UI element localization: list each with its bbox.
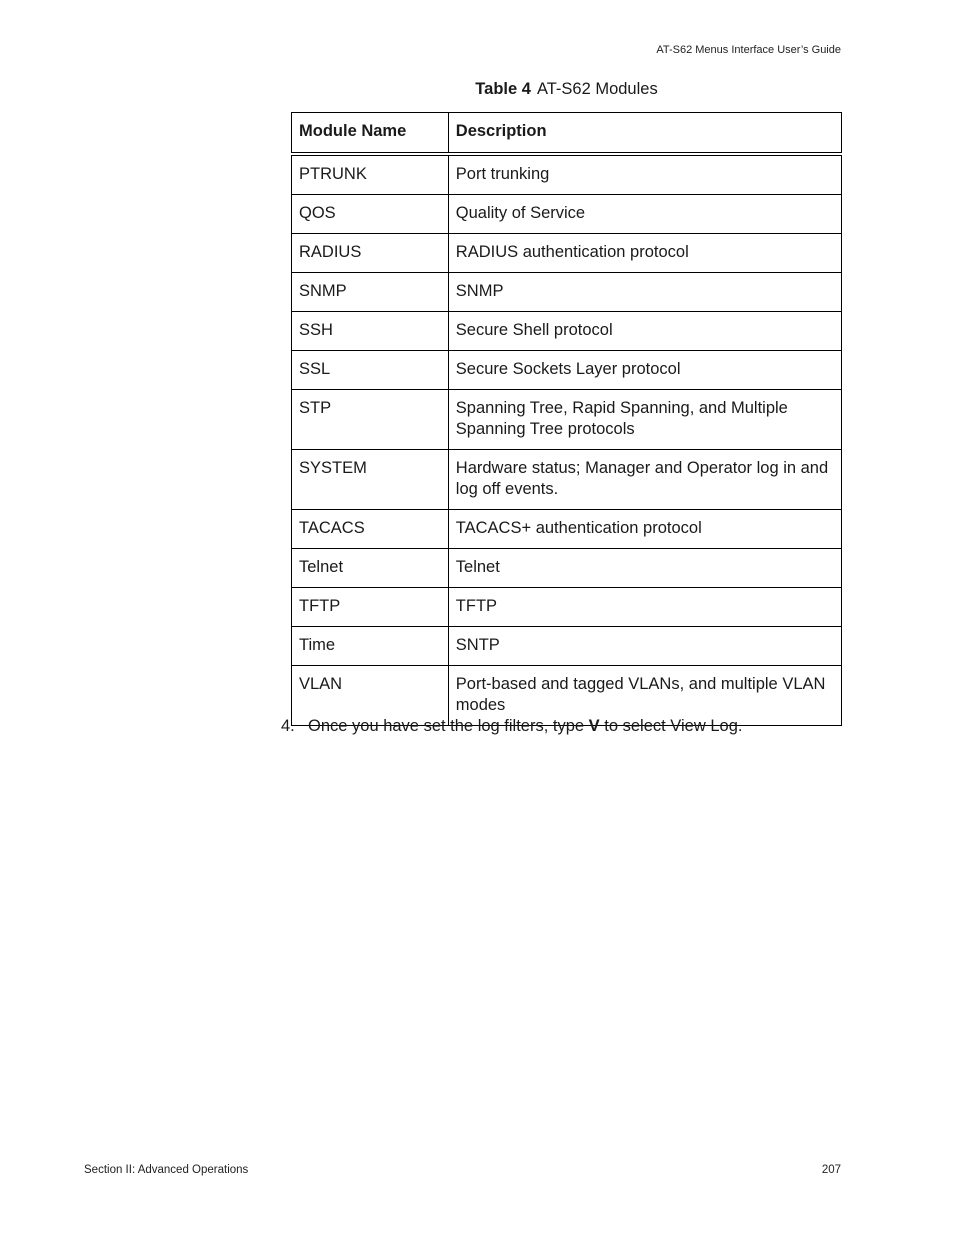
module-name-cell: SNMP (292, 273, 449, 312)
column-header-module-name: Module Name (292, 113, 449, 155)
module-name-cell: Telnet (292, 549, 449, 588)
module-name-cell: STP (292, 390, 449, 450)
description-cell: Quality of Service (448, 195, 841, 234)
table-row (292, 390, 842, 450)
module-name-cell: SSL (292, 351, 449, 390)
description-cell: SNTP (448, 627, 841, 666)
description-cell: Port-based and tagged VLANs, and multiple VLAN modes (448, 666, 841, 726)
table-row (292, 588, 842, 627)
footer-section: Section II: Advanced Operations (84, 1164, 249, 1176)
table-row (292, 627, 842, 666)
module-name-cell: QOS (292, 195, 449, 234)
table-header-row (292, 113, 842, 155)
module-name-cell: RADIUS (292, 234, 449, 273)
table-caption-label: Table 4 (475, 80, 531, 98)
column-header-description: Description (448, 113, 841, 155)
step-number: 4. (281, 717, 295, 735)
step-key: V (588, 717, 600, 735)
module-name-cell: SYSTEM (292, 450, 449, 510)
description-cell: Secure Shell protocol (448, 312, 841, 351)
module-name-cell: TACACS (292, 510, 449, 549)
step-text-before: Once you have set the log filters, type (308, 717, 589, 735)
module-name-cell: SSH (292, 312, 449, 351)
step-text-after: to select View Log. (599, 717, 743, 735)
description-cell: RADIUS authentication protocol (448, 234, 841, 273)
description-cell: Secure Sockets Layer protocol (448, 351, 841, 390)
table-row (292, 195, 842, 234)
table-row (292, 312, 842, 351)
module-name-cell: VLAN (292, 666, 449, 726)
module-name-cell: Time (292, 627, 449, 666)
description-cell: TACACS+ authentication protocol (448, 510, 841, 549)
modules-table (291, 112, 842, 726)
page-number: 207 (821, 1164, 841, 1176)
module-name-cell: PTRUNK (292, 154, 449, 195)
table-row (292, 154, 842, 195)
table-row (292, 450, 842, 510)
table-row (292, 549, 842, 588)
description-cell: Port trunking (448, 154, 841, 195)
step-item (281, 717, 742, 736)
description-cell: Spanning Tree, Rapid Spanning, and Multiple Spanning Tree protocols (448, 390, 841, 450)
description-cell: Telnet (448, 549, 841, 588)
table-row (292, 234, 842, 273)
table-row (292, 273, 842, 312)
table-caption-title: AT-S62 Modules (536, 80, 658, 98)
description-cell: SNMP (448, 273, 841, 312)
table-row (292, 510, 842, 549)
description-cell: TFTP (448, 588, 841, 627)
table-caption (291, 80, 842, 99)
module-name-cell: TFTP (292, 588, 449, 627)
table-row (292, 351, 842, 390)
description-cell: Hardware status; Manager and Operator log in and log off events. (448, 450, 841, 510)
running-header: AT-S62 Menus Interface User’s Guide (656, 44, 841, 56)
